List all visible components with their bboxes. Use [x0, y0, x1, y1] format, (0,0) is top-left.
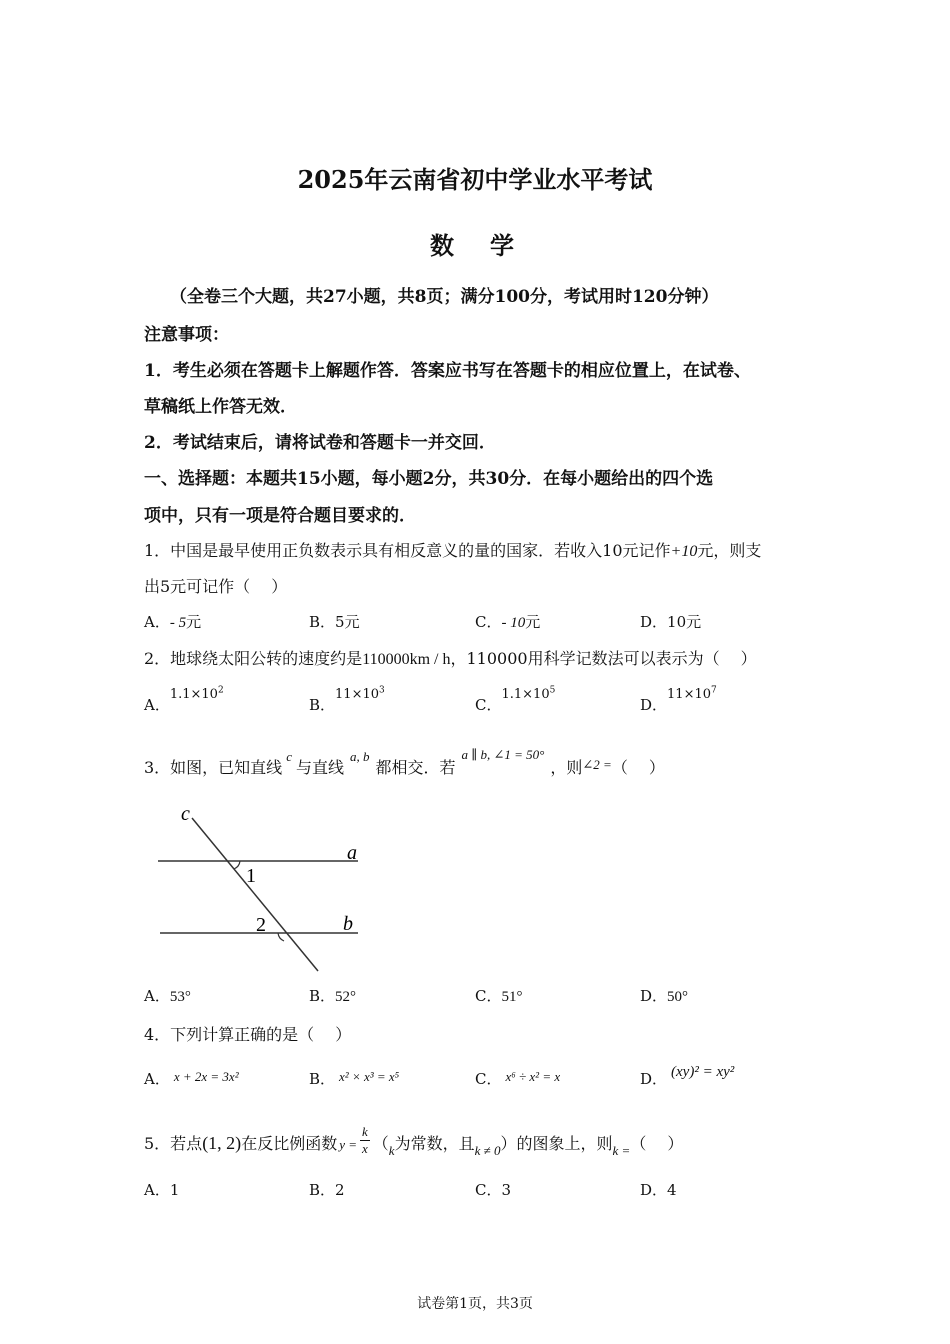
q5-stem	[144, 1124, 684, 1161]
exam-note: （全卷三个大题，共27小题，共8页；满分100分，考试用时120分钟）	[170, 287, 719, 307]
option-value	[667, 687, 717, 702]
q1-math: +10	[670, 543, 698, 560]
q5-math-k2: k ≠ 0	[474, 1143, 501, 1158]
label-b: b	[343, 913, 353, 935]
q2-stem	[144, 646, 757, 669]
option-label: A．	[144, 1070, 170, 1088]
option-exp: 7	[711, 685, 717, 696]
q5-option-a[interactable]	[144, 1179, 179, 1200]
option-value: x⁶ ÷ x² = x	[505, 1069, 561, 1084]
option-label: C．	[475, 613, 502, 631]
section1-line1: 一、选择题：本题共15小题，每小题2分，共30分．在每小题给出的四个选	[144, 469, 714, 489]
option-base: 11×10	[667, 687, 712, 702]
q4-option-a[interactable]	[144, 1068, 239, 1089]
q3-figure	[150, 800, 370, 980]
option-value: 1	[169, 1181, 180, 1199]
option-base: 1.1×10	[169, 687, 218, 702]
q3-math-q: ∠2 =	[582, 757, 612, 772]
option-value: 52°	[335, 989, 357, 1005]
q5-text-b: 在反比例函数	[241, 1134, 338, 1153]
subject-title: 数 学	[430, 231, 520, 260]
option-label: C．	[475, 1181, 502, 1199]
q1-text-a: 1．中国是最早使用正负数表示具有相反意义的量的国家．若收入10元记作	[144, 541, 671, 560]
option-value: x + 2x = 3x²	[173, 1069, 239, 1084]
option-label: C．	[475, 696, 502, 714]
section1-line2: 项中，只有一项是符合题目要求的．	[144, 506, 416, 526]
option-value: 5元	[335, 613, 360, 631]
angle1-arc	[234, 861, 240, 869]
q5-text-f: （ ）	[630, 1134, 684, 1153]
q2-math: 110000km / h	[362, 651, 451, 668]
q3-math-c: c	[286, 749, 292, 764]
q1-option-c[interactable]	[475, 611, 540, 632]
q2-option-b[interactable]	[309, 685, 385, 715]
option-value: - 5	[169, 615, 187, 631]
q2-option-a[interactable]	[144, 685, 224, 715]
label-a: a	[347, 842, 357, 864]
option-suffix: 元	[186, 613, 202, 631]
option-label: C．	[475, 987, 502, 1005]
option-base: 11×10	[335, 687, 380, 702]
q3-text-b: 与直线	[295, 758, 344, 777]
q4-stem: 4．下列计算正确的是（ ）	[144, 1025, 352, 1044]
q5-text-c: （	[372, 1134, 389, 1153]
option-label: B．	[309, 987, 336, 1005]
q1-stem-line1	[144, 538, 761, 561]
option-label: B．	[309, 1181, 336, 1199]
q5-option-d[interactable]	[640, 1179, 677, 1200]
q4-option-d[interactable]	[640, 1064, 735, 1089]
q5-option-c[interactable]	[475, 1179, 511, 1200]
q2-text-a: 2．地球绕太阳公转的速度约是	[144, 649, 363, 668]
q3-math-cond: a ∥ b, ∠1 = 50°	[461, 747, 545, 762]
q3-text-c: 都相交．若	[375, 758, 456, 777]
option-label: D．	[640, 1070, 668, 1088]
q2-text-b: ，110000用科学记数法可以表示为（ ）	[450, 649, 757, 668]
option-suffix: 元	[525, 613, 541, 631]
option-value: 50°	[667, 989, 689, 1005]
option-label: D．	[640, 987, 668, 1005]
notice-item2: 2．考试结束后，请将试卷和答题卡一并交回．	[144, 433, 496, 453]
q3-option-a[interactable]	[144, 985, 191, 1006]
q5-math-k1: k	[388, 1143, 395, 1158]
option-label: A．	[144, 696, 170, 714]
option-label: B．	[309, 696, 336, 714]
exam-title: 2025年云南省初中学业水平考试	[297, 165, 653, 194]
q3-text-d: ，则	[550, 758, 583, 777]
q5-text-d: 为常数，且	[394, 1134, 475, 1153]
q5-text-e: ）的图象上，则	[500, 1134, 613, 1153]
q2-option-c[interactable]	[475, 685, 556, 715]
q1-text-b: 元，则支	[697, 541, 762, 560]
q4-option-c[interactable]	[475, 1068, 560, 1089]
line-c	[192, 818, 318, 971]
option-value: x² × x³ = x⁵	[339, 1069, 400, 1084]
page-footer: 试卷第1页，共3页	[417, 1296, 533, 1312]
q5-math-y: y =	[339, 1137, 357, 1152]
option-exp: 5	[549, 685, 556, 696]
option-base: 1.1×10	[501, 687, 550, 702]
option-value	[501, 687, 555, 702]
q5-math-point: (1, 2)	[202, 1133, 242, 1153]
q1-option-b[interactable]	[309, 611, 360, 632]
option-value: (xy)² = xy²	[671, 1064, 735, 1080]
option-value: 2	[335, 1181, 345, 1199]
q3-text-a: 3．如图，已知直线	[144, 758, 283, 777]
option-value	[335, 687, 385, 702]
q5-denominator: x	[362, 1141, 368, 1156]
option-value	[170, 687, 224, 702]
label-c: c	[181, 803, 190, 825]
option-label: A．	[144, 987, 170, 1005]
option-exp: 3	[379, 685, 385, 696]
option-label: A．	[144, 613, 170, 631]
label-2: 2	[256, 914, 266, 936]
angle2-arc	[278, 933, 284, 941]
option-label: D．	[640, 613, 668, 631]
q5-text-a: 5．若点	[144, 1134, 203, 1153]
option-label: D．	[640, 696, 668, 714]
notice-item1-line2: 草稿纸上作答无效．	[144, 397, 297, 417]
option-value: - 10	[501, 615, 526, 631]
option-label: A．	[144, 1181, 170, 1199]
notice-heading: 注意事项：	[144, 325, 229, 345]
q5-option-b[interactable]	[309, 1179, 345, 1200]
q5-fraction	[360, 1124, 370, 1157]
q5-math-k3: k =	[612, 1143, 631, 1158]
q3-text-e: （ ）	[611, 758, 665, 777]
q3-option-b[interactable]	[309, 985, 356, 1006]
option-label: D．	[640, 1181, 668, 1199]
q3-option-c[interactable]	[475, 985, 522, 1006]
option-label: B．	[309, 1070, 336, 1088]
q2-option-d[interactable]	[640, 685, 717, 715]
q4-option-b[interactable]	[309, 1068, 399, 1089]
q1-option-a[interactable]	[144, 611, 201, 632]
option-label: B．	[309, 613, 336, 631]
option-label: C．	[475, 1070, 502, 1088]
option-value: 4	[667, 1181, 677, 1199]
option-value: 51°	[501, 989, 523, 1005]
option-exp: 2	[217, 685, 224, 696]
q3-math-ab: a, b	[349, 749, 370, 764]
option-value: 3	[501, 1181, 512, 1199]
label-1: 1	[246, 865, 256, 887]
q5-numerator: k	[362, 1124, 368, 1139]
q3-option-d[interactable]	[640, 985, 688, 1006]
q1-stem-line2: 出5元可记作（ ）	[144, 577, 288, 596]
option-value: 53°	[169, 989, 191, 1005]
q1-option-d[interactable]	[640, 611, 701, 632]
option-value: 10元	[667, 613, 702, 631]
notice-item1-line1: 1．考生必须在答题卡上解题作答．答案应书写在答题卡的相应位置上，在试卷、	[144, 361, 751, 381]
